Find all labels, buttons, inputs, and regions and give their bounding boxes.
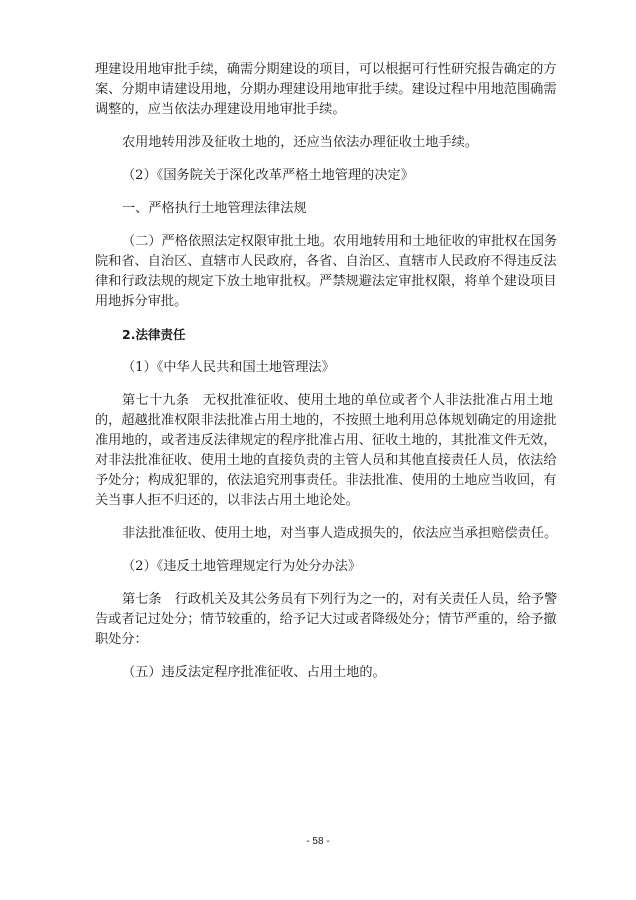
text-line: （1）《中华人民共和国土地管理法》 — [122, 360, 335, 375]
paragraph — [95, 590, 558, 650]
text-line: 关当事人拒不归还的，以非法占用土地论处。 — [95, 493, 359, 508]
page-number: - 58 - — [306, 836, 330, 847]
text-line: 2.法律责任 — [122, 327, 186, 342]
paragraph-gap — [95, 153, 553, 166]
text-line: 非法批准征收、使用土地，对当事人造成损失的，依法应当承担赔偿责任。 — [122, 526, 558, 541]
paragraph — [95, 232, 558, 312]
paragraph — [95, 557, 553, 577]
text-line: 农用地转用涉及征收土地的，还应当依法办理征收土地手续。 — [122, 135, 479, 150]
paragraph — [95, 391, 557, 511]
text-line: 案、分期申请建设用地，分期办理建设用地审批手续。建设过程中用地范围确需 — [95, 82, 557, 97]
text-line: （2）《违反土地管理规定行为处分办法》 — [122, 559, 362, 574]
text-line: （五）违反法定程序批准征收、占用土地的。 — [122, 665, 386, 680]
text-line: 对非法批准征收、使用土地的直接负责的主管人员和其他直接责任人员，依法给 — [95, 453, 557, 468]
text-line: 理建设用地审批手续，确需分期建设的项目，可以根据可行性研究报告确定的方 — [95, 62, 557, 77]
paragraph — [95, 166, 553, 186]
text-line: （2）《国务院关于深化改革严格土地管理的决定》 — [122, 168, 414, 183]
paragraph — [95, 325, 553, 345]
text-line: 用地拆分审批。 — [95, 294, 188, 309]
paragraph-gap — [95, 219, 553, 232]
paragraph-gap — [95, 345, 553, 358]
paragraph — [95, 358, 553, 378]
paragraph-gap — [95, 511, 553, 524]
text-line: 一、严格执行土地管理法律法规 — [122, 201, 307, 216]
paragraph — [95, 60, 557, 120]
text-line: 第七条 行政机关及其公务员有下列行为之一的，对有关责任人员，给予警 — [122, 592, 558, 607]
document-body — [95, 60, 558, 683]
paragraph — [95, 133, 553, 153]
text-line: 调整的，应当依法办理建设用地审批手续。 — [95, 102, 346, 117]
text-line: 职处分： — [95, 632, 148, 647]
paragraph-gap — [95, 544, 553, 557]
paragraph — [95, 199, 553, 219]
paragraph — [95, 663, 553, 683]
text-line: 第七十九条 无权批准征收、使用土地的单位或者个人非法批准占用土地 — [122, 393, 553, 408]
text-line: （二）严格依照法定权限审批土地。农用地转用和土地征收的审批权在国务 — [122, 234, 558, 249]
paragraph-gap — [95, 577, 553, 590]
paragraph-gap — [95, 650, 553, 663]
text-line: 律和行政法规的规定下放土地审批权。严禁规避法定审批权限，将单个建设项目 — [95, 274, 557, 289]
paragraph-gap — [95, 378, 553, 391]
paragraph-gap — [95, 120, 553, 133]
text-line: 院和省、自治区、直辖市人民政府，各省、自治区、直辖市人民政府不得违反法 — [95, 254, 557, 269]
text-line: 予处分；构成犯罪的，依法追究刑事责任。非法批准、使用的土地应当收回，有 — [95, 473, 557, 488]
text-line: 准用地的，或者违反法律规定的程序批准占用、征收土地的，其批准文件无效， — [95, 433, 557, 448]
text-line: 告或者记过处分；情节较重的，给予记大过或者降级处分；情节严重的，给予撤 — [95, 612, 557, 627]
paragraph-gap — [95, 186, 553, 199]
paragraph — [95, 524, 558, 544]
paragraph-gap — [95, 312, 553, 325]
text-line: 的，超越批准权限非法批准占用土地的，不按照土地利用总体规划确定的用途批 — [95, 413, 557, 428]
